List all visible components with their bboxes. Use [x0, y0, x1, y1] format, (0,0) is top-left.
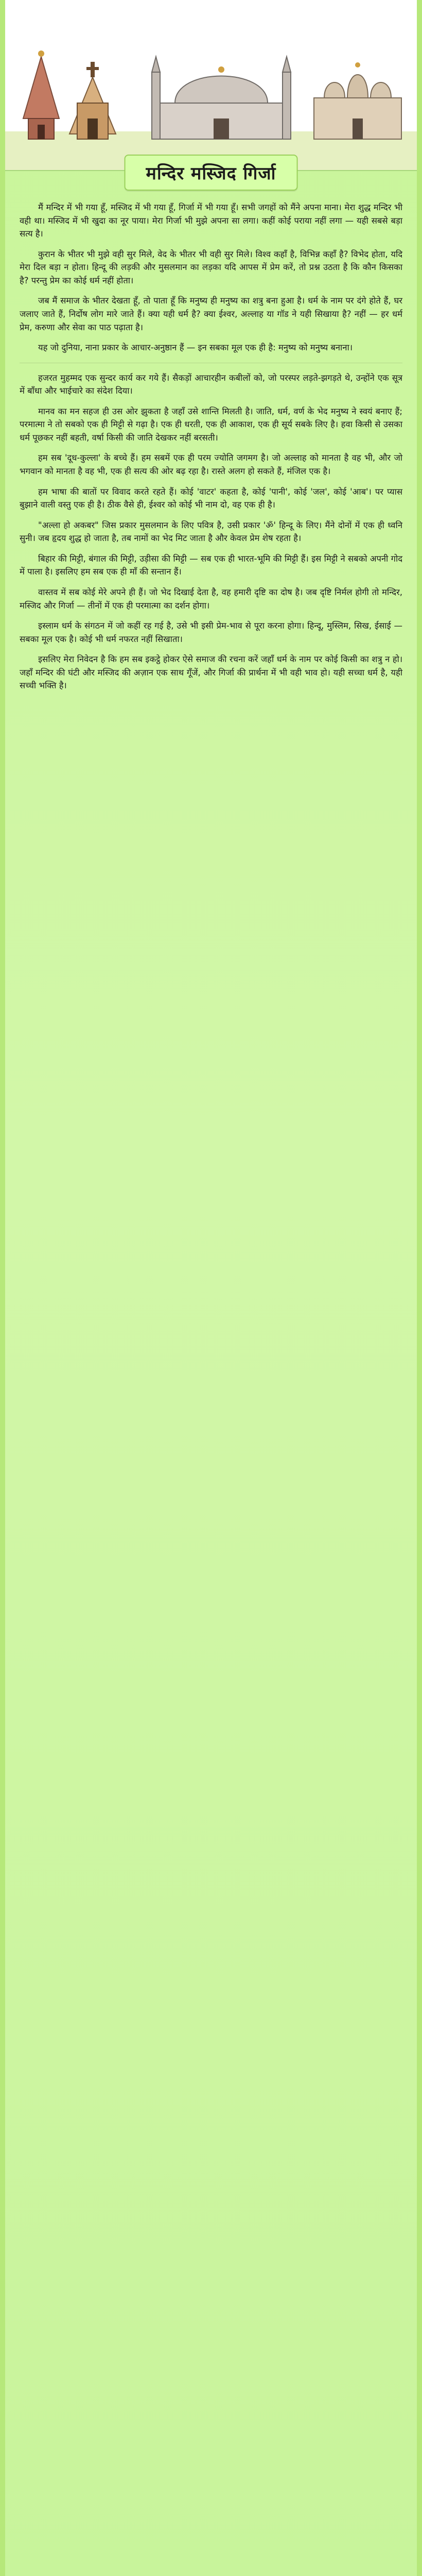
page-title: मन्दिर मस्जिद गिर्जा	[146, 163, 276, 184]
article-paragraph: वास्तव में सब कोई मेरे अपने ही हैं। जो भेद दिखाई देता है, वह हमारी दृष्टि का दोष है। जब दृष्टि निर्मल होगी तो मन्दिर, मस्जिद और गिर्जा — तीनों में एक ही परमात्मा का दर्शन होगा।	[20, 587, 402, 611]
article-paragraph: मैं मन्दिर में भी गया हूँ, मस्जिद में भी गया हूँ, गिर्जा में भी गया हूँ। सभी जगहों को मैंने अपना माना। मेरा शुद्ध मन्दिर भी वही था। मस्जिद में भी खुदा का नूर पाया। मेरा गिर्जा भी मुझे अपना सा लगा। कहीं कोई पराया नहीं लगा — यही सबसे बड़ा सत्य है।	[20, 202, 402, 239]
article-paragraph: बिहार की मिट्टी, बंगाल की मिट्टी, उड़ीसा की मिट्टी — सब एक ही भारत-भूमि की मिट्टी हैं। इस मिट्टी ने सबको अपनी गोद में पाला है। इसलिए हम सब एक ही माँ की सन्तान हैं।	[20, 553, 402, 577]
article-paragraph: यह जो दुनिया, नाना प्रकार के आचार-अनुष्ठान हैं — इन सबका मूल एक ही है: मनुष्य को मनुष्य बनाना।	[38, 343, 353, 353]
article-paragraph: मानव का मन सहज ही उस ओर झुकता है जहाँ उसे शान्ति मिलती है। जाति, धर्म, वर्ण के भेद मनुष्य ने स्वयं बनाए हैं; परमात्मा ने तो सबको एक ही मिट्टी से गढ़ा है। एक ही धरती, एक ही आकाश, एक ही सूर्य सबके लिए है। हवा किसी से उसका धर्म पूछकर नहीं बहती, वर्षा किसी की जाति देखकर नहीं बरसती।	[20, 406, 402, 443]
page-title-plaque	[125, 155, 298, 191]
article-paragraph: जब मैं समाज के भीतर देखता हूँ, तो पाता हूँ कि मनुष्य ही मनुष्य का शत्रु बना हुआ है। धर्म के नाम पर दंगे होते हैं, घर जलाए जाते हैं, निर्दोष लोग मारे जाते हैं। क्या यही धर्म है? क्या ईश्वर, अल्लाह या गॉड ने यही सिखाया है? नहीं — हर धर्म प्रेम, करुणा और सेवा का पाठ पढ़ाता है।	[20, 296, 402, 332]
article-paragraph: "अल्ला हो अकबर" जिस प्रकार मुसलमान के लिए पवित्र है, उसी प्रकार 'ॐ' हिन्दू के लिए। मैंने दोनों में एक ही ध्वनि सुनी। जब हृदय शुद्ध हो जाता है, तब नामों का भेद मिट जाता है और केवल प्रेम शेष रहता है।	[20, 520, 402, 544]
article-paragraph: हम सब 'दूध-कुल्ला' के बच्चे हैं। हम सबमें एक ही परम ज्योति जगमग है। जो अल्लाह को मानता है वह भी, और जो भगवान को मानता है वह भी, एक ही सत्य की ओर बढ़ रहा है। रास्ते अलग हो सकते हैं, मंजिल एक है।	[20, 453, 402, 476]
religious-buildings-illustration	[5, 0, 417, 170]
article-paragraph: कुरान के भीतर भी मुझे वही सुर मिले, वेद के भीतर भी वही सुर मिले। विश्व कहाँ है, विभिन्न कहाँ है? विभेद होता, यदि मेरा दिल बड़ा न होता। हिन्दू की लड़की और मुसलमान का लड़का यदि आपस में प्रेम करें, तो प्रश्न उठता है कि कौन किसका है? परन्तु प्रेम का कोई धर्म नहीं होता।	[20, 249, 402, 285]
article-paragraph: हजरत मुहम्मद एक सुन्दर कार्य कर गये हैं। सैकड़ों आचारहीन कबीलों को, जो परस्पर लड़ते-झगड़ते थे, उन्होंने एक सूत्र में बाँधा और भाईचारे का संदेश दिया।	[20, 372, 402, 396]
article-paragraph: हम भाषा की बातों पर विवाद करते रहते हैं। कोई 'वाटर' कहता है, कोई 'पानी', कोई 'जल', कोई 'आब'। पर प्यास बुझाने वाली वस्तु एक ही है। ठीक वैसे ही, ईश्वर को कोई भी नाम दो, वह एक ही है।	[20, 486, 402, 510]
article-paragraph: इसलिए मेरा निवेदन है कि हम सब इकट्ठे होकर ऐसे समाज की रचना करें जहाँ धर्म के नाम पर कोई किसी का शत्रु न हो। जहाँ मन्दिर की घंटी और मस्जिद की अज़ान एक साथ गूँजें, और गिर्जा की प्रार्थना में भी वही भाव हो। यही सच्चा धर्म है, यही सच्ची भक्ति है।	[20, 654, 402, 691]
article-paragraph: इस्लाम धर्म के संगठन में जो कहीं रह गई है, उसे भी इसी प्रेम-भाव से पूरा करना होगा। हिन्दू, मुस्लिम, सिख, ईसाई — सबका मूल एक है। कोई भी धर्म नफरत नहीं सिखाता।	[20, 621, 402, 644]
header-banner	[5, 0, 417, 184]
article-content	[20, 201, 402, 2576]
